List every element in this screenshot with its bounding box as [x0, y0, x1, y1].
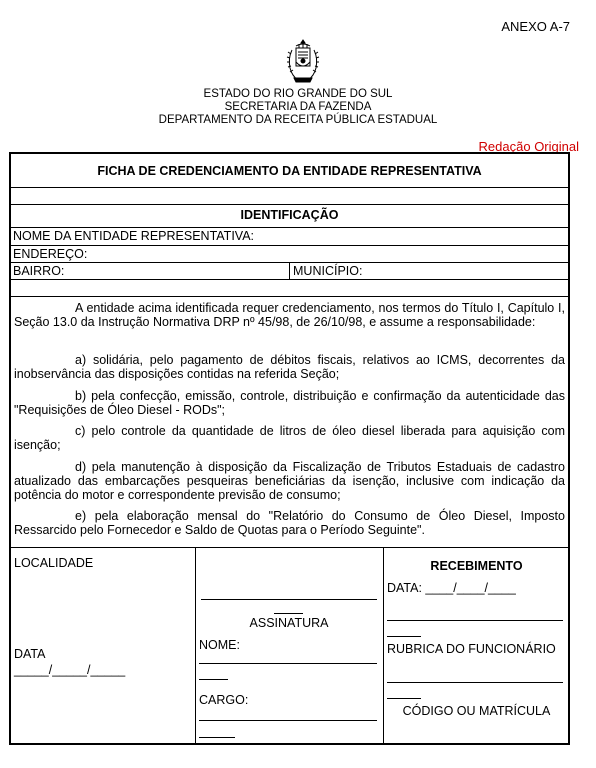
- redacao-original-label: Redação Original: [478, 139, 579, 154]
- label-assinatura: ASSINATURA: [249, 616, 329, 630]
- header-department: DEPARTAMENTO DA RECEITA PÚBLICA ESTADUAL: [158, 114, 438, 126]
- field-endereco[interactable]: ENDEREÇO:: [13, 247, 88, 261]
- label-recebimento: RECEBIMENTO: [430, 559, 523, 573]
- paragraph-item-a: a) solidária, pelo pagamento de débitos fiscais, relativos ao ICMS, decorrentes da inobservância das disposições contidas na referida Seção;: [14, 353, 565, 381]
- header-secretariat: SECRETARIA DA FAZENDA: [224, 101, 372, 113]
- paragraph-item-e: e) pela elaboração mensal do "Relatório do Consumo de Óleo Diesel, Imposto Ressarcido pelo Fornecedor e Saldo de Quotas para o Período Seguinte".: [14, 509, 565, 537]
- credential-form: [9, 152, 570, 745]
- signature-line[interactable]: [201, 599, 377, 600]
- field-nome-entidade[interactable]: NOME DA ENTIDADE REPRESENTATIVA:: [13, 229, 255, 243]
- label-rubrica: RUBRICA DO FUNCIONÁRIO: [387, 642, 556, 656]
- nome-line[interactable]: [199, 663, 377, 664]
- annex-label: ANEXO A-7: [501, 19, 570, 34]
- paragraph-intro: A entidade acima identificada requer credenciamento, nos termos do Título I, Capítulo I, Seção 13.0 da Instrução Normativa DRP nº 45/98, de 26/10/98, e assume a responsabilidade:: [14, 301, 565, 329]
- label-cargo: CARGO:: [199, 693, 249, 707]
- cargo-line[interactable]: [199, 720, 377, 721]
- codigo-line[interactable]: [387, 682, 563, 683]
- form-title: FICHA DE CREDENCIAMENTO DA ENTIDADE REPRESENTATIVA: [97, 164, 482, 178]
- paragraph-item-c: c) pelo controle da quantidade de litros de óleo diesel liberada para aquisição com isenção;: [14, 424, 565, 452]
- paragraph-item-d: d) pela manutenção à disposição da Fiscalização de Tributos Estaduais de cadastro atualizado das embarcações pesqueiras beneficiárias da isenção, inclusive com indicação da potência do motor e correspondente previsão de consumo;: [14, 460, 565, 502]
- field-municipio[interactable]: MUNICÍPIO:: [293, 264, 363, 278]
- field-data-recebimento[interactable]: DATA: ____/____/____: [387, 581, 516, 595]
- label-nome: NOME:: [199, 638, 240, 652]
- field-bairro[interactable]: BAIRRO:: [13, 264, 65, 278]
- label-localidade: LOCALIDADE: [14, 556, 94, 570]
- label-codigo-matricula: CÓDIGO OU MATRÍCULA: [402, 704, 551, 718]
- coat-of-arms-icon: [284, 38, 322, 84]
- header-state: ESTADO DO RIO GRANDE DO SUL: [203, 88, 393, 100]
- paragraph-item-b: b) pela confecção, emissão, controle, distribuição e confirmação da autenticidade das "Requisições de Óleo Diesel - RODs";: [14, 389, 565, 417]
- label-data: DATA: [14, 647, 46, 661]
- field-data-blank[interactable]: _____/_____/_____: [14, 663, 126, 677]
- section-identificacao: IDENTIFICAÇÃO: [240, 208, 339, 222]
- rubrica-line[interactable]: [387, 620, 563, 621]
